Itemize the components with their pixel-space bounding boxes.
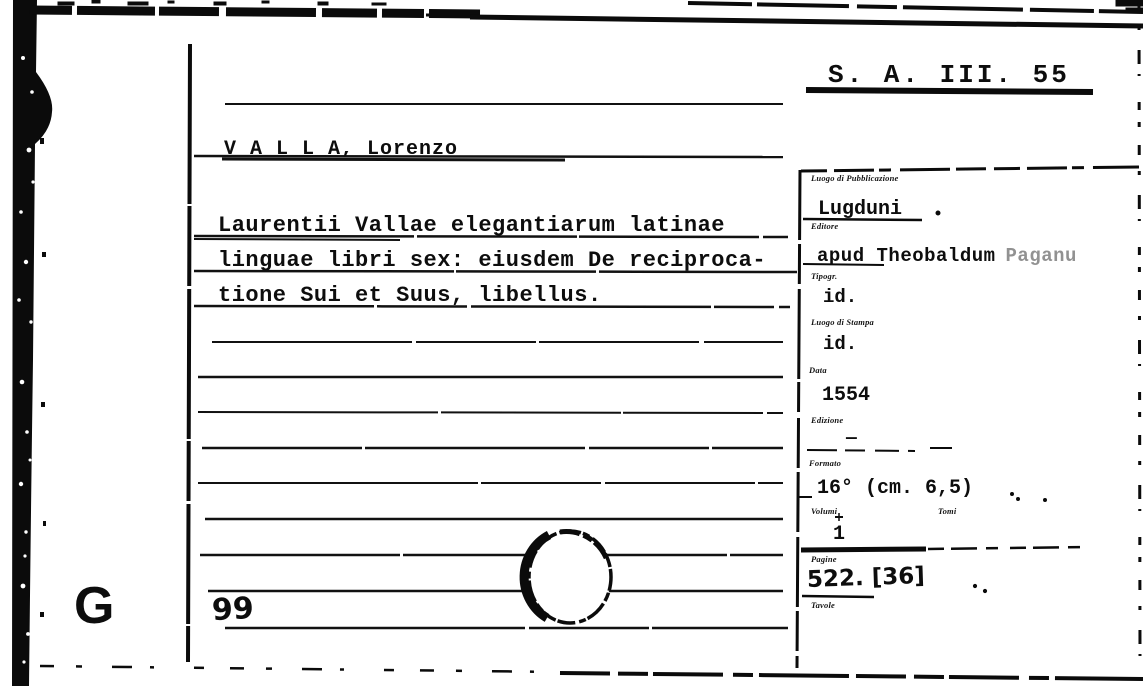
left-gutter-shadow [12,0,52,686]
guide-letter: G [74,577,115,635]
field-label-tavole: Tavole [811,600,836,610]
margin-rule [188,44,190,662]
shelfmark-underline [806,90,1093,92]
field-label-luogo-pubblicazione: Luogo di Pubblicazione [811,173,899,183]
field-value-luogo-pubblicazione: Lugduni [818,198,903,221]
title-line-1: Laurentii Vallae elegantiarum latinae [218,213,725,238]
stamp-circle [524,531,611,623]
field-label-tipografo: Tipogr. [811,271,838,281]
editore-value-faded: Paganu [1005,245,1077,267]
editore-value-clear: apud Theobaldum [817,245,996,267]
field-value-volumi: 1 [833,523,846,546]
field-label-editore: Editore [811,221,839,231]
bottom-edge-dashes [40,666,1143,679]
field-label-tomi: Tomi [938,506,957,516]
title-line-3: tione Sui et Suus, libellus. [218,283,602,308]
field-label-luogo-stampa: Luogo di Stampa [811,317,874,327]
field-value-pagine: 522. [36] [806,562,926,594]
field-value-edizione: — [846,429,857,449]
field-label-data: Data [809,365,827,375]
right-edge-line [1139,0,1140,660]
author-heading: V A L L A, Lorenzo [224,138,459,161]
ruled-lines [194,104,797,628]
shelf-mark: S. A. III. 55 [828,60,1070,90]
field-label-volumi: Volumi [811,506,838,516]
field-label-pagine: Pagine [811,554,837,564]
title-line-2: linguae libri sex: eiusdem De reciproca- [218,248,767,273]
field-value-formato: 16° (cm. 6,5) [817,477,974,500]
field-label-edizione: Edizione [811,415,844,425]
top-edge-lines [30,0,1143,26]
field-label-formato: Formato [809,458,842,468]
field-value-editore [817,245,1077,267]
card-number: 99 [211,590,255,629]
field-value-data: 1554 [822,384,871,407]
field-value-luogo-stampa: id. [823,333,858,355]
field-value-tipografo: id. [823,286,858,308]
details-panel-borders [797,167,1139,668]
